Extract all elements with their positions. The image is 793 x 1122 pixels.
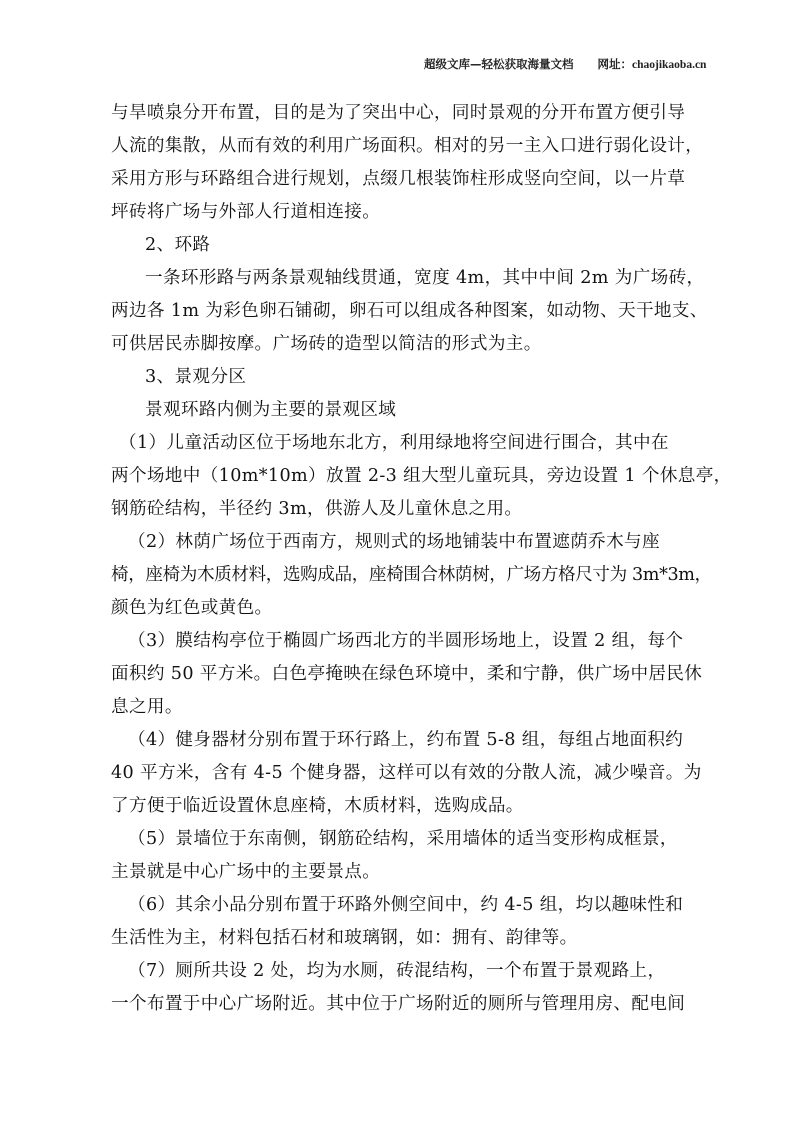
text-line: 息之用。	[111, 697, 183, 717]
header-title: 超级文库—轻松获取海量文档	[424, 57, 574, 71]
section-heading: 2、环路	[145, 235, 211, 255]
list-item-line: （7）厕所共设 2 处，均为水厕，砖混结构，一个布置于景观路上，	[128, 961, 666, 981]
text-line: 面积约 50 平方米。白色亭掩映在绿色环境中，柔和宁静，供广场中居民休	[111, 664, 703, 684]
text-line: 了方便于临近设置休息座椅，木质材料，选购成品。	[111, 796, 524, 816]
header-site-url: chaojikaoba.cn	[632, 59, 707, 71]
text-line: 可供居民赤脚按摩。广场砖的造型以简洁的形式为主。	[111, 334, 542, 354]
text-line: 颜色为红色或黄色。	[111, 598, 273, 618]
text-line: 一个布置于中心广场附近。其中位于广场附近的厕所与管理用房、配电间	[111, 994, 686, 1014]
text-line: 两边各 1m 为彩色卵石铺砌，卵石可以组成各种图案，如动物、天干地支、	[111, 301, 708, 321]
list-item-line: （5）景墙位于东南侧，钢筋砼结构，采用墙体的适当变形构成框景，	[128, 829, 678, 849]
page-header	[424, 56, 706, 72]
list-item-line: （1）儿童活动区位于场地东北方，利用绿地将空间进行围合，其中在	[119, 433, 669, 453]
text-line: 人流的集散，从而有效的利用广场面积。相对的另一主入口进行弱化设计，	[111, 136, 704, 156]
header-site-label: 网址：	[597, 57, 632, 71]
text-line: 景观环路内侧为主要的景观区域	[145, 400, 397, 420]
text-line: 钢筋砼结构，半径约 3m，供游人及儿童休息之用。	[111, 499, 523, 519]
text-line: 一条环形路与两条景观轴线贯通，宽度 4m，其中中间 2m 为广场砖，	[145, 268, 705, 288]
text-line: 与旱喷泉分开布置，目的是为了突出中心，同时景观的分开布置方便引导	[111, 103, 686, 123]
section-heading: 3、景观分区	[145, 367, 247, 387]
text-line: 主景就是中心广场中的主要景点。	[111, 862, 381, 882]
text-line: 40 平方米，含有 4-5 个健身器，这样可以有效的分散人流，减少噪音。为	[111, 763, 702, 783]
text-line: 采用方形与环路组合进行规划，点缀几根装饰柱形成竖向空间，以一片草	[111, 169, 686, 189]
text-line: 椅，座椅为木质材料，选购成品，座椅围合林荫树，广场方格尺寸为 3m*3m，	[111, 565, 712, 585]
text-line: 两个场地中（10m*10m）放置 2-3 组大型儿童玩具，旁边设置 1 个休息亭，	[111, 466, 732, 486]
text-line: 坪砖将广场与外部人行道相连接。	[111, 202, 381, 222]
list-item-line: （3）膜结构亭位于椭圆广场西北方的半圆形场地上，设置 2 组，每个	[128, 631, 684, 651]
text-line: 生活性为主，材料包括石材和玻璃钢，如：拥有、韵律等。	[111, 928, 578, 948]
list-item-line: （4）健身器材分别布置于环行路上，约布置 5-8 组，每组占地面积约	[128, 730, 684, 750]
list-item-line: （6）其余小品分别布置于环路外侧空间中，约 4-5 组，均以趣味性和	[128, 895, 684, 915]
list-item-line: （2）林荫广场位于西南方，规则式的场地铺装中布置遮荫乔木与座	[128, 532, 660, 552]
